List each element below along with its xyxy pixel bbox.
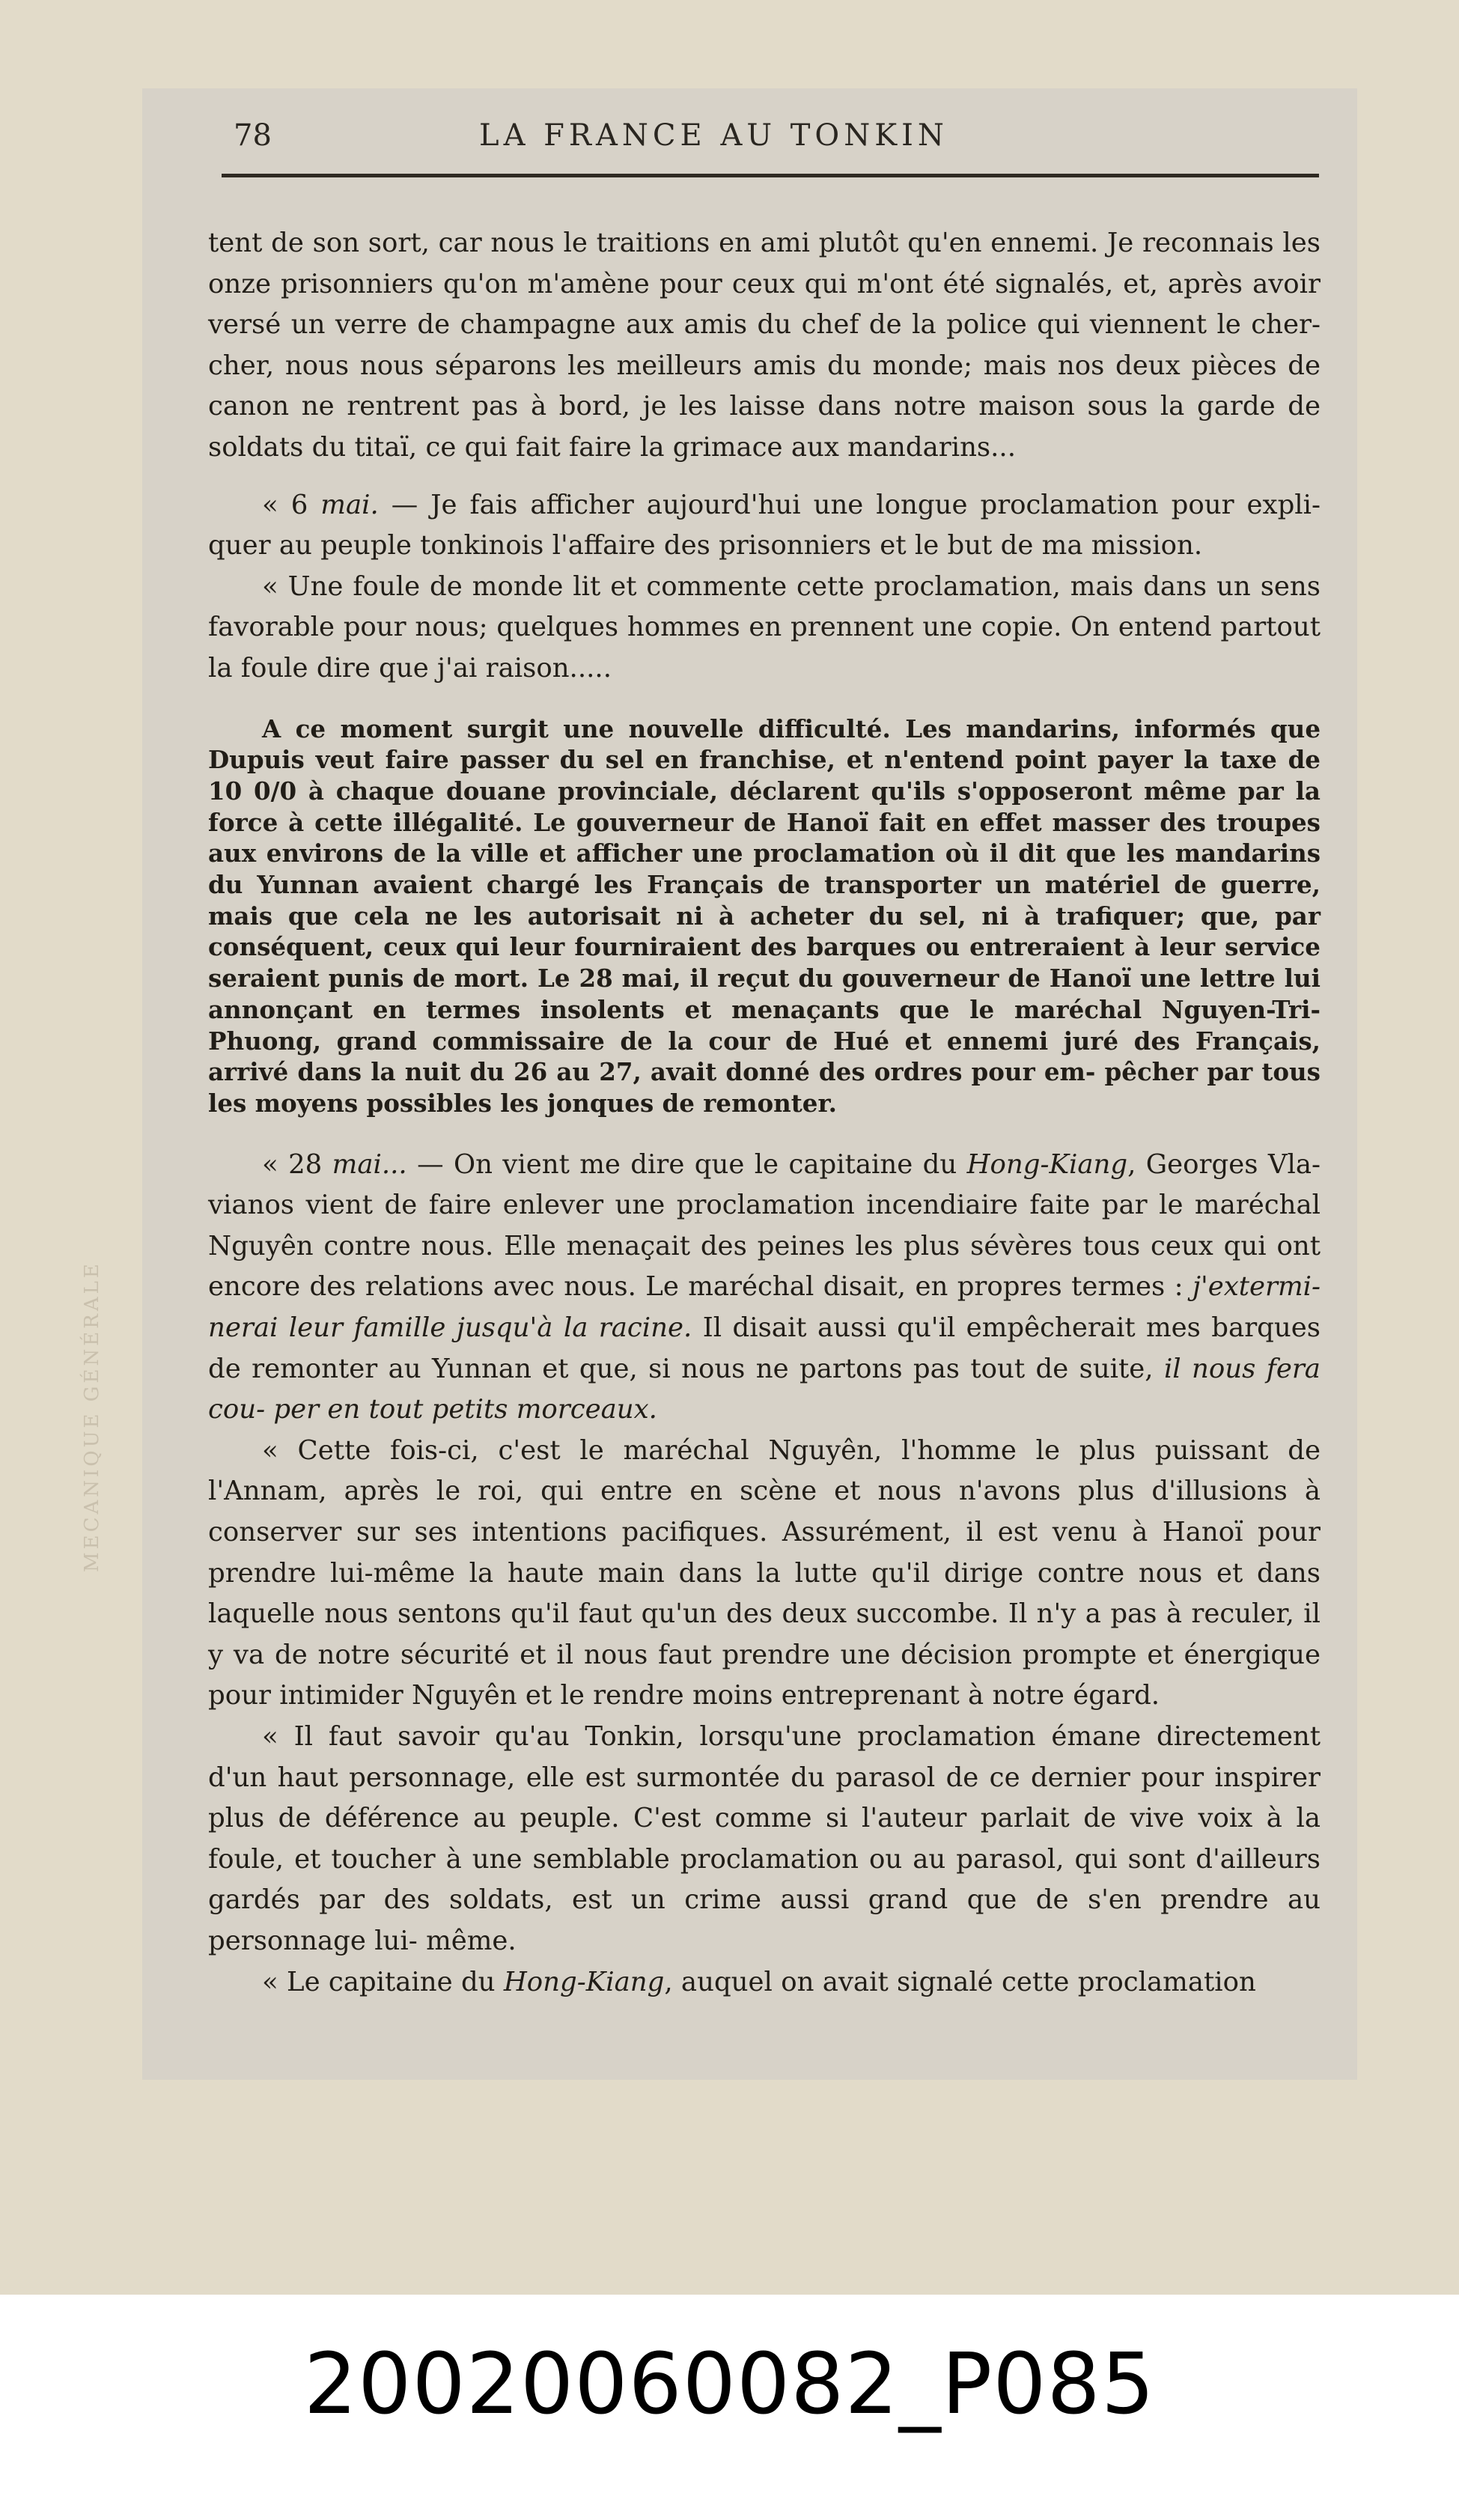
text-run: remonter au Yunnan et que, si nous ne partons pas tout de suite, <box>252 1353 1164 1384</box>
paragraph-7 <box>208 1717 1321 1962</box>
text-line: cher, nous nous séparons les meilleurs amis du monde; mais nos deux pièces de <box>208 350 1321 381</box>
text-run: encore des relations avec nous. Le maréchal disait, en propres termes : <box>208 1271 1193 1303</box>
text-line: versé un verre de champagne aux amis du chef de la police qui viennent le cher- <box>208 309 1321 341</box>
paragraph-6 <box>208 1431 1321 1717</box>
text-line: haute main dans la lutte qu'il dirige contre nous et dans laquelle nous sentons qu'il <box>208 1557 1321 1630</box>
text-line: barques ou entreraient à leur service seraient punis de mort. Le 28 mai, il reçut du <box>208 932 1321 993</box>
text-line: quer au peuple tonkinois l'affaire des prisonniers et le but de ma mission. <box>208 530 1203 561</box>
scan-caption: 20020060082_P085 <box>303 2336 1156 2433</box>
text-line: intentions pacifiques. Assurément, il est venu à Hanoï pour prendre lui-même la <box>208 1517 1321 1589</box>
text-line: vianos vient de faire enlever une proclamation incendiaire faite par le maréchal <box>208 1190 1321 1221</box>
text-line: canon ne rentrent pas à bord, je les laisse dans notre maison sous la garde de <box>208 391 1321 422</box>
page-number: 78 <box>234 118 272 153</box>
paragraph-4-narrative <box>208 713 1321 1119</box>
header-rule <box>222 174 1319 177</box>
text-line: après le roi, qui entre en scène et nous n'avons plus d'illusions à conserver sur ses <box>208 1476 1321 1548</box>
text-line: le maréchal Nguyen-Tri-Phuong, grand commissaire de la cour de Hué et ennemi <box>208 994 1321 1056</box>
text-line: par des soldats, est un crime aussi grand que de s'en prendre au personnage lui- <box>208 1884 1321 1956</box>
paragraph-2 <box>208 485 1321 567</box>
text-column <box>208 223 1321 2003</box>
text-run: « 6 <box>262 489 321 520</box>
text-line: juré des Français, arrivé dans la nuit du 26 au 27, avait donné des ordres pour em- <box>208 1026 1321 1087</box>
text-line: et toucher à une semblable proclamation ou au parasol, qui sont d'ailleurs gardés <box>208 1843 1321 1916</box>
running-head: LA FRANCE AU TONKIN <box>479 118 948 153</box>
text-line: d'un haut personnage, elle est surmontée du parasol de ce dernier pour inspirer <box>208 1762 1321 1793</box>
text-line: Le gouverneur de Hanoï fait en effet masser des troupes aux environs de la ville et <box>208 807 1321 868</box>
text-run: « 28 <box>262 1148 332 1180</box>
paragraph-5 <box>208 1145 1321 1431</box>
spine-bleed-text: MECANIQUE GÉNÉRALE <box>81 1261 103 1572</box>
text-line: favorable pour nous; quelques hommes en prennent une copie. On entend partout <box>208 612 1321 643</box>
text-line: douane provinciale, déclarent qu'ils s'opposeront même par la force à cette illégalité. <box>208 776 1321 837</box>
text-run: Il disait aussi qu'il empêcherait mes barques de <box>208 1312 1321 1384</box>
date-italic: mai... <box>332 1148 407 1180</box>
text-line: acheter du sel, ni à trafiquer; que, par conséquent, ceux qui leur fourniraient des <box>208 901 1321 962</box>
text-line: nous faut prendre une décision prompte et énergique pour intimider Nguyên et le <box>208 1639 1321 1711</box>
text-line: gouverneur de Hanoï une lettre lui annonçant en termes insolents et menaçants que <box>208 964 1321 1024</box>
text-line: « Cette fois-ci, c'est le maréchal Nguyên, l'homme le plus puissant de l'Annam, <box>208 1434 1321 1507</box>
text-line: faut qu'un des deux succombe. Il n'y a pas à reculer, il y va de notre sécurité et il <box>208 1598 1321 1670</box>
text-run: « Le capitaine du <box>262 1966 504 1997</box>
text-line: la foule dire que j'ai raison..... <box>208 652 612 684</box>
quote-italic: j'extermi- <box>1192 1271 1321 1303</box>
text-line: même. <box>426 1925 517 1956</box>
text-line: rendre moins entreprenant à notre égard. <box>593 1680 1160 1711</box>
text-run: — On vient me dire que le capitaine du <box>406 1148 967 1180</box>
text-line: onze prisonniers qu'on m'amène pour ceux qui m'ont été signalés, et, après avoir <box>208 268 1321 299</box>
text-run: , auquel on avait signalé cette proclamation <box>664 1966 1256 1997</box>
text-line: « Une foule de monde lit et commente cette proclamation, mais dans un sens <box>262 570 1321 602</box>
date-italic: mai. <box>320 489 379 520</box>
paragraph-8 <box>208 1962 1321 2003</box>
text-line: Français de transporter un matériel de guerre, mais que cela ne les autorisait ni à <box>208 870 1321 931</box>
text-line: veut faire passer du sel en franchise, et n'entend point payer la taxe de 10 0/0 à chaque <box>208 745 1321 806</box>
text-line: plus de déférence au peuple. C'est comme si l'auteur parlait de vive voix à la foule, <box>208 1803 1321 1875</box>
text-run: , Georges Vla- <box>1127 1148 1321 1180</box>
text-line: tent de son sort, car nous le traitions en ami plutôt qu'en ennemi. Je reconnais les <box>208 228 1321 258</box>
text-line: soldats du titaï, ce qui fait faire la grimace aux mandarins... <box>208 431 1017 463</box>
ship-name-italic: Hong-Kiang <box>503 1966 665 1997</box>
quote-italic: il nous fera cou- <box>208 1353 1321 1425</box>
text-line: pêcher par tous les moyens possibles les jonques de remonter. <box>208 1057 1321 1118</box>
text-line: « Il faut savoir qu'au Tonkin, lorsqu'une proclamation émane directement <box>262 1720 1321 1752</box>
paragraph-1 <box>208 223 1321 469</box>
quote-italic: per en tout petits morceaux. <box>273 1394 657 1425</box>
text-line: afficher une proclamation où il dit que les mandarins du Yunnan avaient chargé les <box>208 839 1321 900</box>
quote-italic: nerai leur famille jusqu'à la racine. <box>208 1312 692 1344</box>
paragraph-3 <box>208 567 1321 690</box>
text-line: Nguyên contre nous. Elle menaçait des peines les plus sévères tous ceux qui ont <box>208 1230 1321 1261</box>
text-run: — Je fais afficher aujourd'hui une longue proclamation pour expli- <box>378 489 1321 520</box>
text-line: A ce moment surgit une nouvelle difficulté. Les mandarins, informés que Dupuis <box>208 713 1321 775</box>
ship-name-italic: Hong-Kiang <box>966 1148 1128 1180</box>
